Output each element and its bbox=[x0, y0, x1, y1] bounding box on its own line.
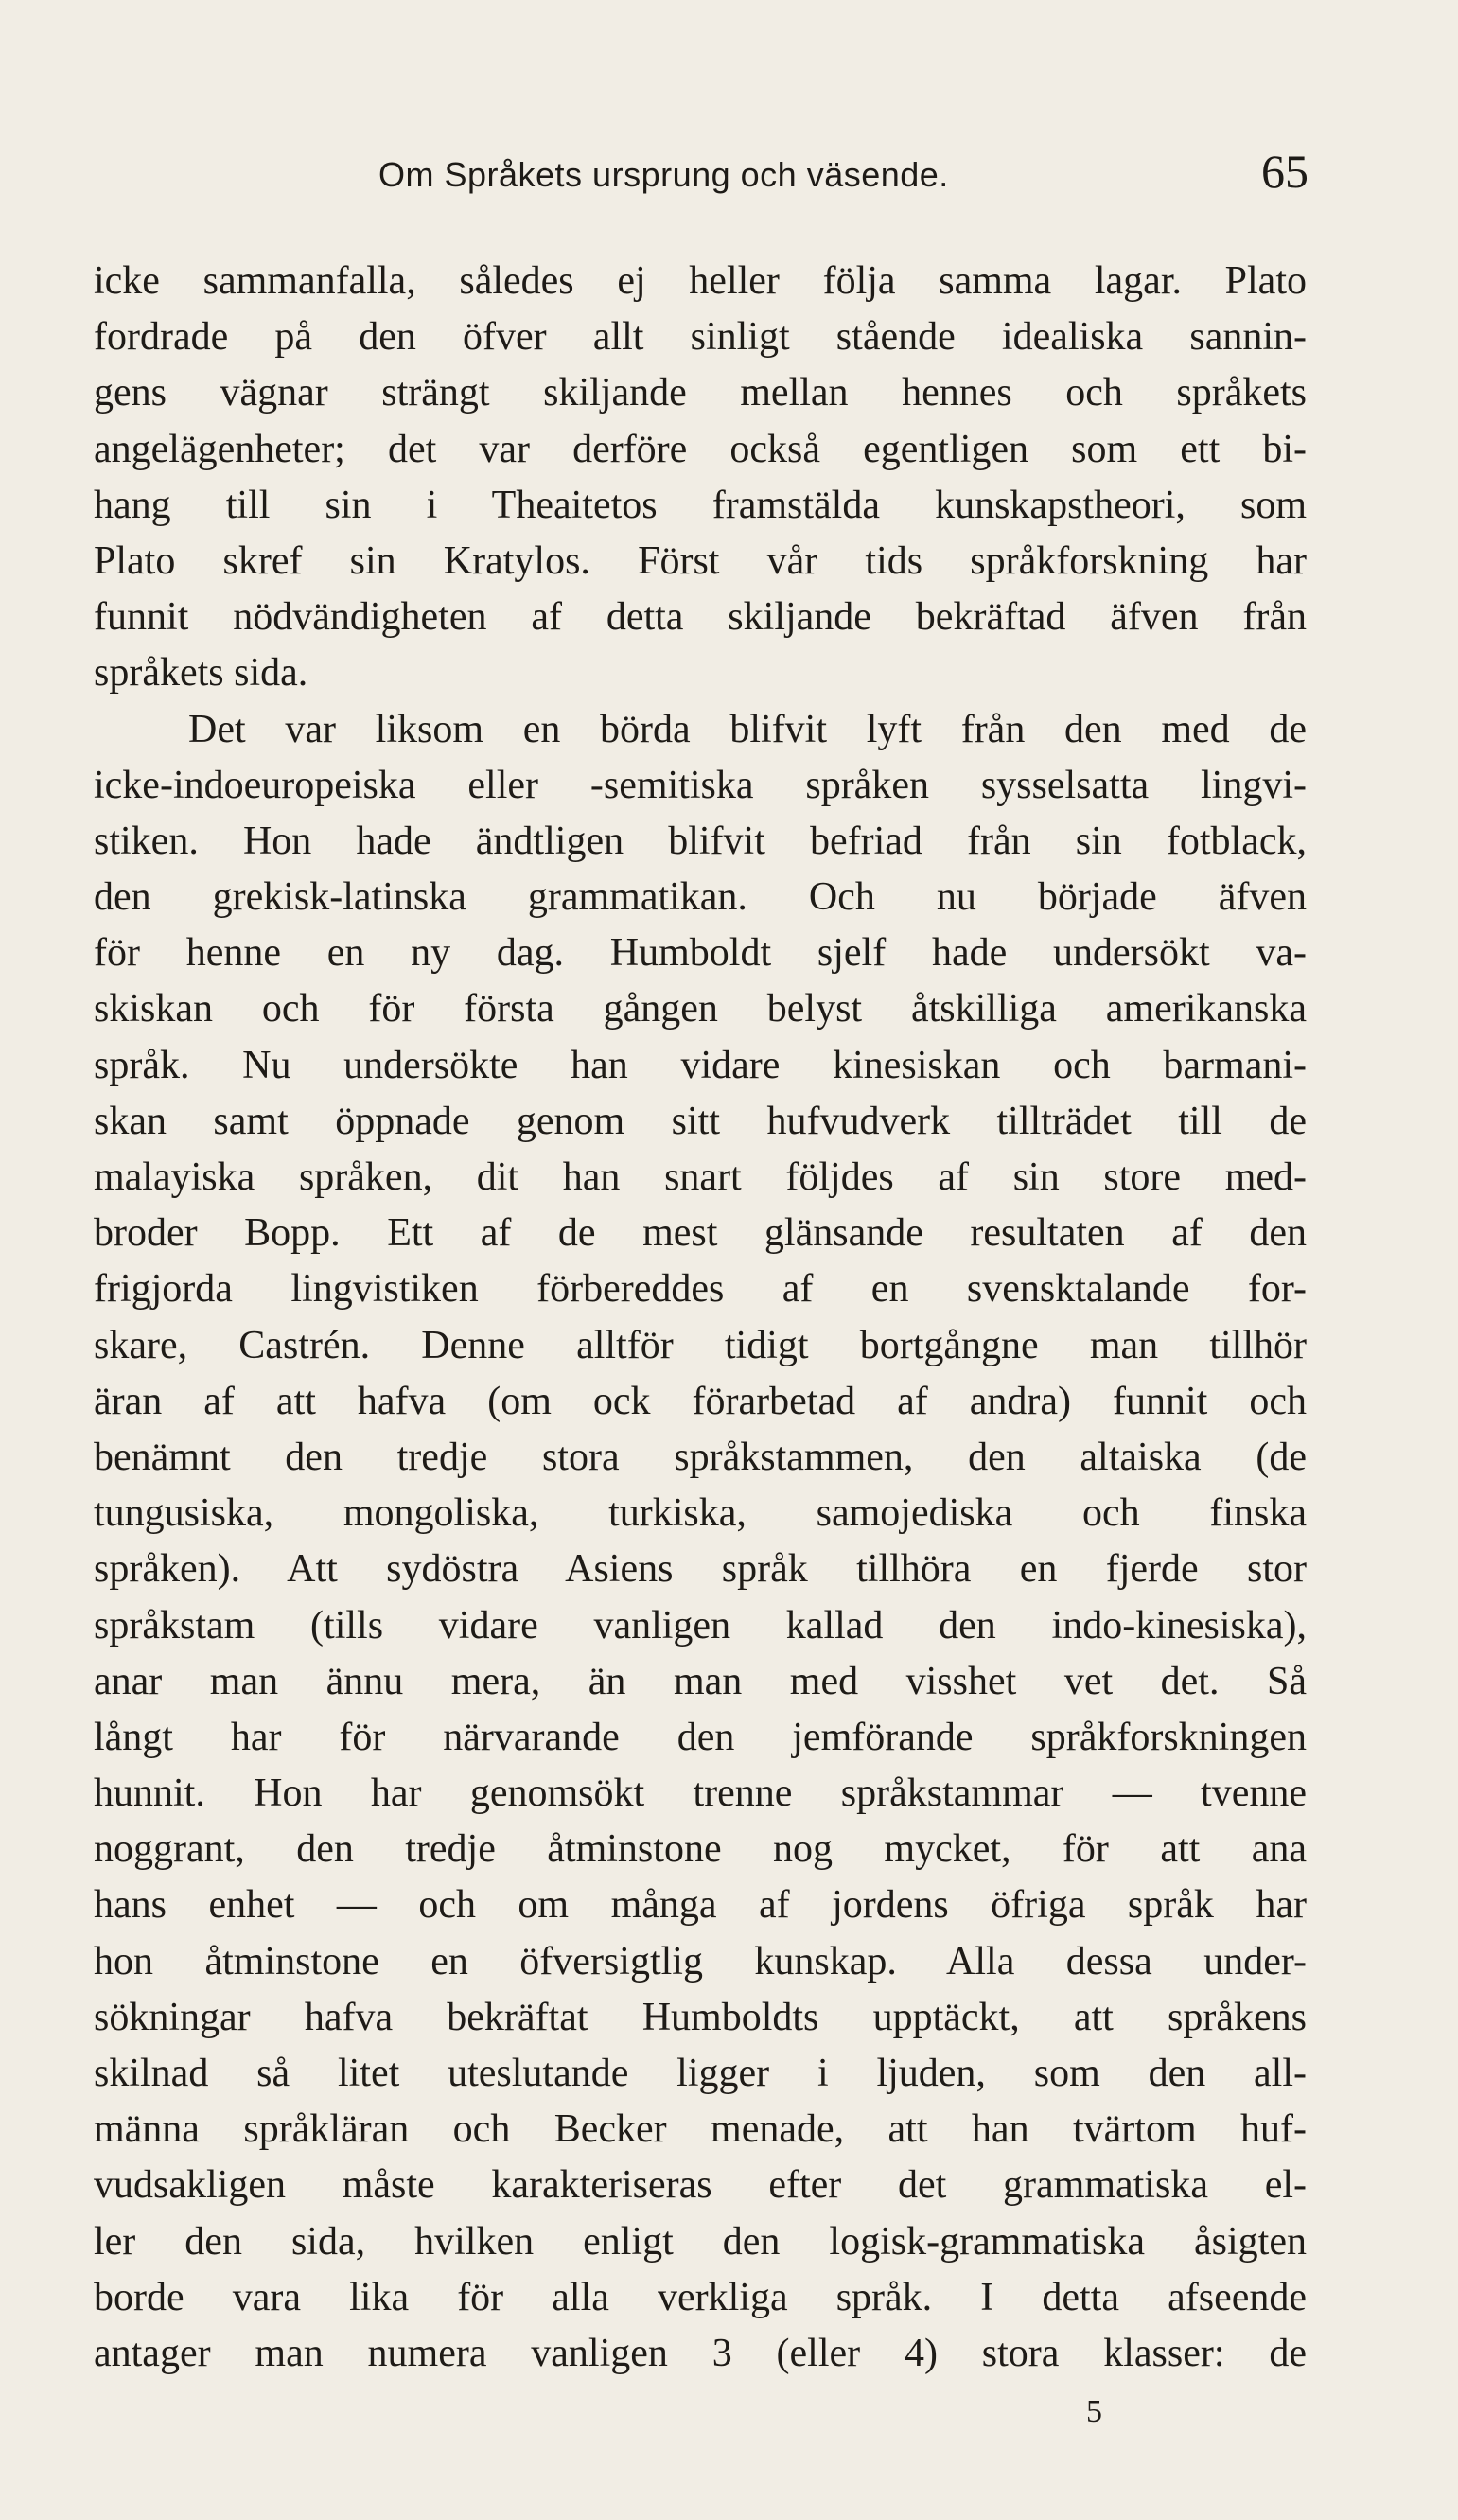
text-line: språken). Att sydöstra Asiens språk tillhöra en fjerde stor bbox=[94, 1547, 1307, 1592]
text-line: icke sammanfalla, således ej heller följa samma lagar. Plato bbox=[94, 259, 1307, 303]
text-line: Plato skref sin Kratylos. Först vår tids språkforskning har bbox=[94, 538, 1307, 583]
text-line: antager man numera vanligen 3 (eller 4) stora klasser: de bbox=[94, 2331, 1307, 2375]
running-head bbox=[0, 140, 1458, 206]
text-line: språk. Nu undersökte han vidare kinesiskan och barmani- bbox=[94, 1043, 1307, 1087]
paragraph-end-line: språkets sida. bbox=[94, 651, 308, 696]
text-line: frigjorda lingvistiken förbereddes af en svensktalande for- bbox=[94, 1267, 1307, 1312]
text-line: malayiska språken, dit han snart följdes af sin store med- bbox=[94, 1155, 1307, 1199]
text-line: borde vara lika för alla verkliga språk. I detta afseende bbox=[94, 2275, 1307, 2319]
text-line: skiskan och för första gången belyst åtskilliga amerikanska bbox=[94, 987, 1307, 1031]
page-number: 65 bbox=[1261, 145, 1309, 198]
text-line: broder Bopp. Ett af de mest glänsande resultaten af den bbox=[94, 1211, 1307, 1256]
running-title: Om Språkets ursprung och väsende. bbox=[378, 155, 949, 194]
text-line: hans enhet — och om många af jordens öfriga språk har bbox=[94, 1883, 1307, 1928]
text-line: icke-indoeuropeiska eller -semitiska språken sysselsatta lingvi- bbox=[94, 763, 1307, 807]
text-line: för henne en ny dag. Humboldt sjelf hade undersökt va- bbox=[94, 931, 1307, 976]
text-line: skare, Castrén. Denne alltför tidigt bortgångne man tillhör bbox=[94, 1323, 1307, 1367]
paragraph-start-line: Det var liksom en börda blifvit lyft från den med de bbox=[188, 707, 1307, 751]
text-line: den grekisk-latinska grammatikan. Och nu började äfven bbox=[94, 875, 1307, 920]
text-line: sökningar hafva bekräftat Humboldts upptäckt, att språkens bbox=[94, 1995, 1307, 2039]
text-line: angelägenheter; det var derföre också egentligen som ett bi- bbox=[94, 427, 1307, 471]
text-line: fordrade på den öfver allt sinligt stående idealiska sannin- bbox=[94, 315, 1307, 360]
signature-mark: 5 bbox=[1086, 2394, 1102, 2429]
text-line: hang till sin i Theaitetos framstälda kunskapstheori, som bbox=[94, 483, 1307, 527]
text-line: skan samt öppnade genom sitt hufvudverk tillträdet till de bbox=[94, 1099, 1307, 1143]
text-line: vudsakligen måste karakteriseras efter det grammatiska el- bbox=[94, 2163, 1307, 2208]
body-text bbox=[94, 254, 1307, 2382]
text-line: männa språkläran och Becker menade, att han tvärtom huf- bbox=[94, 2107, 1307, 2152]
text-line: språkstam (tills vidare vanligen kallad den indo-kinesiska), bbox=[94, 1603, 1307, 1648]
text-line: funnit nödvändigheten af detta skiljande bekräftad äfven från bbox=[94, 595, 1307, 640]
text-line: noggrant, den tredje åtminstone nog mycket, för att ana bbox=[94, 1827, 1307, 1872]
text-line: anar man ännu mera, än man med visshet vet det. Så bbox=[94, 1659, 1307, 1703]
text-line: hon åtminstone en öfversigtlig kunskap. Alla dessa under- bbox=[94, 1939, 1307, 1983]
text-line: stiken. Hon hade ändtligen blifvit befriad från sin fotblack, bbox=[94, 819, 1307, 863]
text-line: benämnt den tredje stora språkstammen, den altaiska (de bbox=[94, 1435, 1307, 1479]
text-line: tungusiska, mongoliska, turkiska, samojediska och finska bbox=[94, 1491, 1307, 1536]
text-line: skilnad så litet uteslutande ligger i ljuden, som den all- bbox=[94, 2052, 1307, 2095]
text-line: gens vägnar strängt skiljande mellan hennes och språkets bbox=[94, 371, 1307, 415]
text-line: hunnit. Hon har genomsökt trenne språkstammar — tvenne bbox=[94, 1771, 1307, 1816]
text-line: långt har för närvarande den jemförande språkforskningen bbox=[94, 1715, 1307, 1759]
text-line: ler den sida, hvilken enligt den logisk-grammatiska åsigten bbox=[94, 2219, 1307, 2264]
text-line: äran af att hafva (om ock förarbetad af andra) funnit och bbox=[94, 1379, 1307, 1423]
